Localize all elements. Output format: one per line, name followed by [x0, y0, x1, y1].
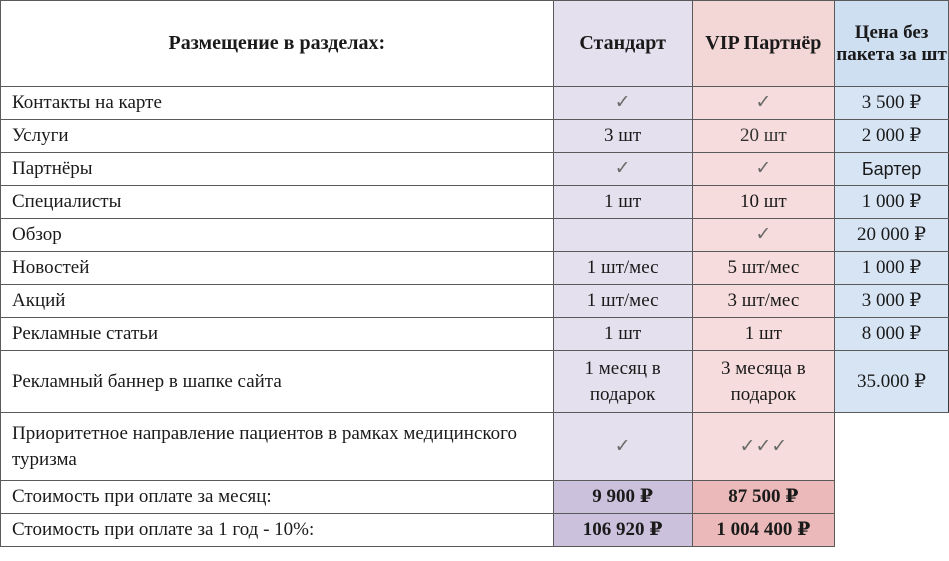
row-price: 35.000 ₽: [835, 351, 949, 413]
row-price: 1 000 ₽: [835, 186, 949, 219]
row-standard: 3 шт: [553, 120, 692, 153]
row-label: Контакты на карте: [1, 87, 554, 120]
row-price: 3 000 ₽: [835, 285, 949, 318]
row-price-empty: [835, 413, 949, 481]
total-label: Стоимость при оплате за месяц:: [1, 481, 554, 514]
total-row: [1, 481, 949, 514]
row-vip: 3 шт/мес: [692, 285, 835, 318]
row-label: Специалисты: [1, 186, 554, 219]
header-vip: VIP Партнёр: [692, 1, 835, 87]
total-standard: 106 920 ₽: [553, 514, 692, 547]
row-price: 2 000 ₽: [835, 120, 949, 153]
header-standard: Стандарт: [553, 1, 692, 87]
total-standard: 9 900 ₽: [553, 481, 692, 514]
row-label: Рекламные статьи: [1, 318, 554, 351]
row-vip: 3 месяца в подарок: [692, 351, 835, 413]
header-section: Размещение в разделах:: [1, 1, 554, 87]
row-label: Услуги: [1, 120, 554, 153]
table-row: [1, 285, 949, 318]
row-label: Акций: [1, 285, 554, 318]
row-label: Обзор: [1, 219, 554, 252]
row-standard: 1 шт: [553, 186, 692, 219]
standard-check-icon: ✓: [553, 87, 692, 120]
table-row: [1, 252, 949, 285]
row-standard: 1 шт/мес: [553, 285, 692, 318]
row-standard: 1 месяц в подарок: [553, 351, 692, 413]
header-row: [1, 1, 949, 87]
row-price: 8 000 ₽: [835, 318, 949, 351]
total-empty: [835, 481, 949, 514]
row-vip: 10 шт: [692, 186, 835, 219]
table-row: [1, 120, 949, 153]
row-price: 20 000 ₽: [835, 219, 949, 252]
row-price: Бартер: [835, 153, 949, 186]
row-standard: 1 шт/мес: [553, 252, 692, 285]
total-vip: 1 004 400 ₽: [692, 514, 835, 547]
total-empty: [835, 514, 949, 547]
table-row: [1, 413, 949, 481]
vip-check-icon: ✓: [692, 219, 835, 252]
total-vip: 87 500 ₽: [692, 481, 835, 514]
row-vip: 1 шт: [692, 318, 835, 351]
row-standard: [553, 219, 692, 252]
table-row: [1, 351, 949, 413]
table-row: [1, 87, 949, 120]
vip-triple-check-icon: ✓✓✓: [692, 413, 835, 481]
row-label: Новостей: [1, 252, 554, 285]
row-label: Приоритетное направление пациентов в рамках медицинского туризма: [1, 413, 554, 481]
row-label: Партнёры: [1, 153, 554, 186]
row-price: 1 000 ₽: [835, 252, 949, 285]
table-row: [1, 219, 949, 252]
total-row: [1, 514, 949, 547]
row-label: Рекламный баннер в шапке сайта: [1, 351, 554, 413]
row-standard: 1 шт: [553, 318, 692, 351]
row-vip: 5 шт/мес: [692, 252, 835, 285]
vip-check-icon: ✓: [692, 87, 835, 120]
standard-check-icon: ✓: [553, 413, 692, 481]
table-row: [1, 318, 949, 351]
table-row: [1, 186, 949, 219]
header-price: Цена без пакета за шт: [835, 1, 949, 87]
row-vip: 20 шт: [692, 120, 835, 153]
standard-check-icon: ✓: [553, 153, 692, 186]
total-label: Стоимость при оплате за 1 год - 10%:: [1, 514, 554, 547]
row-price: 3 500 ₽: [835, 87, 949, 120]
vip-check-icon: ✓: [692, 153, 835, 186]
table-row: [1, 153, 949, 186]
